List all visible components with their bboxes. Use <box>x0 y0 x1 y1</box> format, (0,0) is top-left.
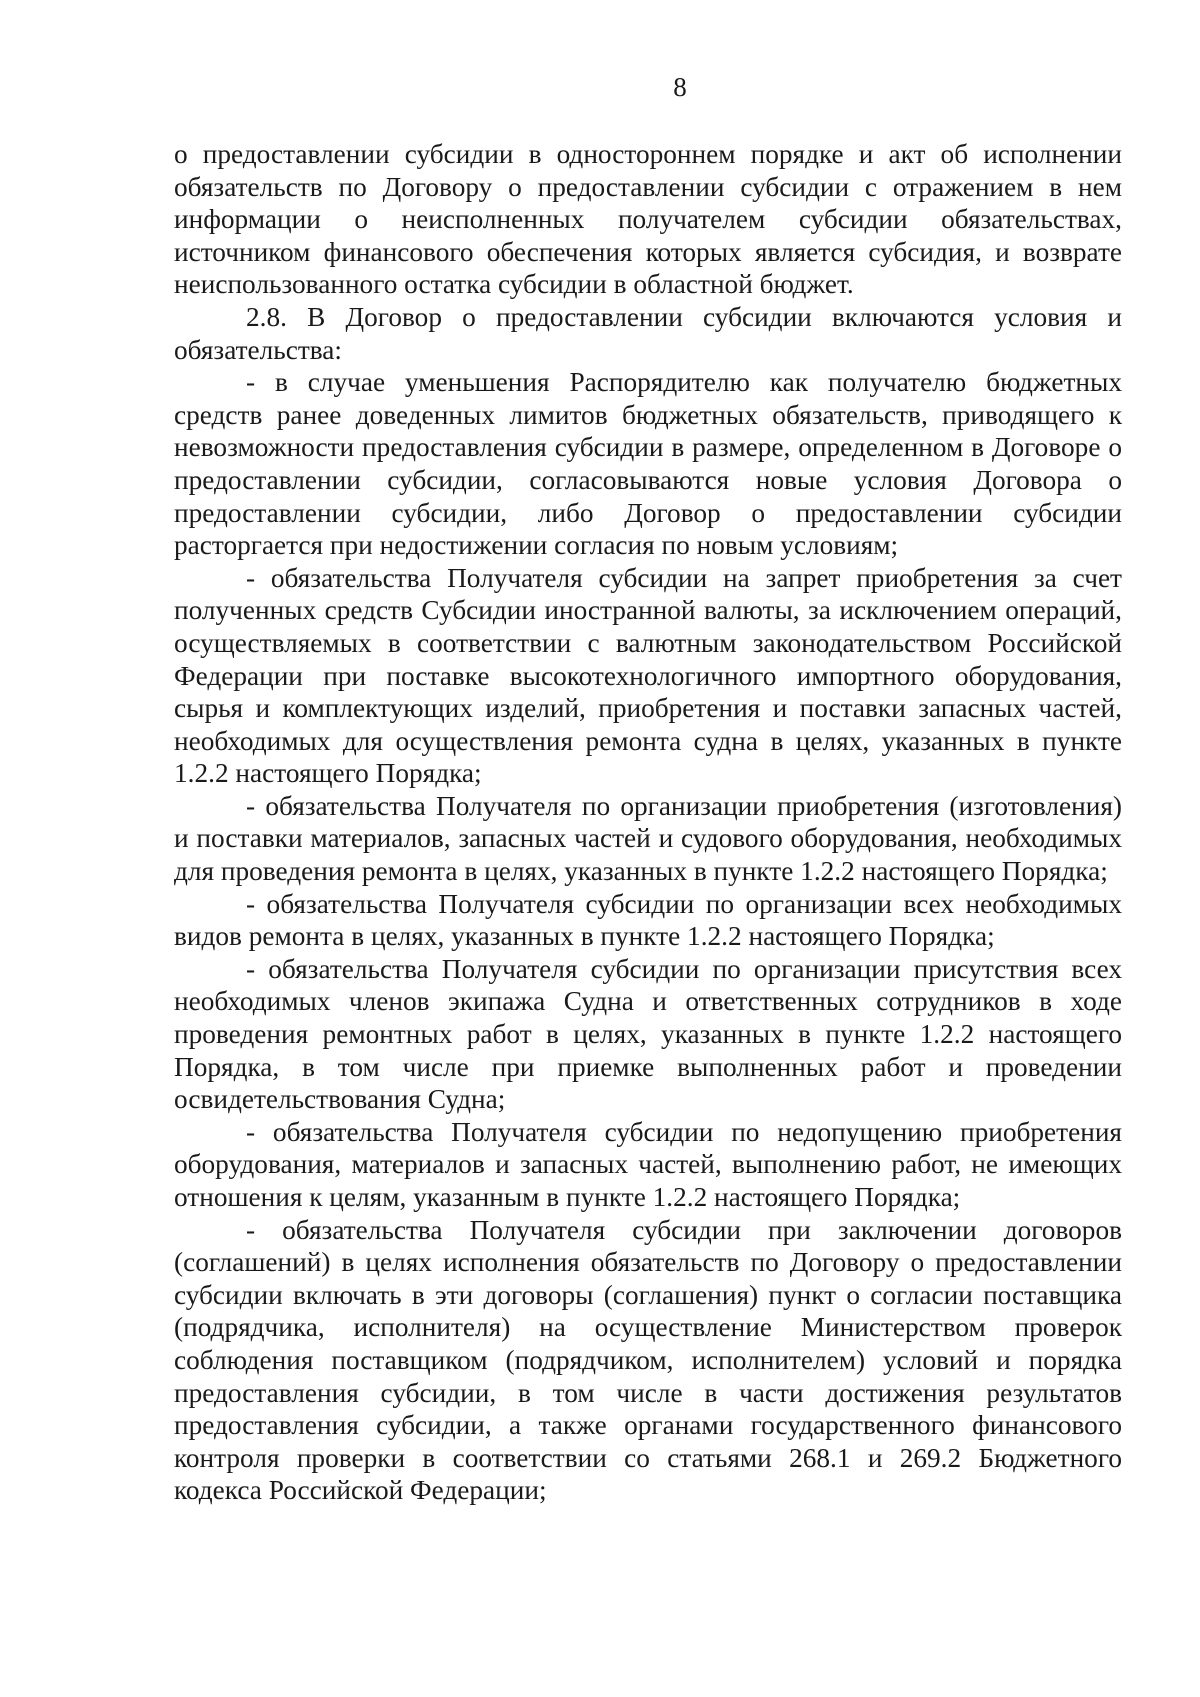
page-number: 8 <box>673 72 687 102</box>
paragraph: о предоставлении субсидии в одностороннем порядке и акт об исполнении обязательств по Договору о предоставлении субсидии с отражением в нем информации о неисполненных получателем субсидии обязательствах, источником финансового обеспечения которых является субсидия, и возврате неиспользованного остатка субсидии в областной бюджет. <box>174 139 1122 300</box>
document-body <box>174 138 1122 1507</box>
paragraph: - обязательства Получателя субсидии по недопущению приобретения оборудования, материалов и запасных частей, выполнению работ, не имеющих отношения к целям, указанным в пункте 1.2.2 настоящего Порядка; <box>174 1116 1122 1212</box>
paragraph: - обязательства Получателя субсидии по организации всех необходимых видов ремонта в целях, указанных в пункте 1.2.2 настоящего Порядка; <box>174 888 1122 952</box>
paragraph: 2.8. В Договор о предоставлении субсидии включаются условия и обязательства: <box>174 301 1122 365</box>
paragraph: - обязательства Получателя по организации приобретения (изготовления) и поставки материалов, запасных частей и судового оборудования, необходимых для проведения ремонта в целях, указанных в пункте 1.2.2 настоящего Порядка; <box>174 790 1122 887</box>
paragraph: - обязательства Получателя субсидии на запрет приобретения за счет полученных средств Субсидии иностранной валюты, за исключением операций, осуществляемых в соответствии с валютным законодательством Российской Федерации при поставке высокотехнологичного импортного оборудования, сырья и комплектующих изделий, приобретения и поставки запасных частей, необходимых для осуществления ремонта судна в целях, указанных в пункте 1.2.2 настоящего Порядка; <box>174 562 1122 789</box>
paragraph: - в случае уменьшения Распорядителю как получателю бюджетных средств ранее доведенных лимитов бюджетных обязательств, приводящего к невозможности предоставления субсидии в размере, определенном в Договоре о предоставлении субсидии, согласовываются новые условия Договора о предоставлении субсидии, либо Договор о предоставлении субсидии расторгается при недостижении согласия по новым условиям; <box>174 367 1122 561</box>
paragraph: - обязательства Получателя субсидии по организации присутствия всех необходимых членов экипажа Судна и ответственных сотрудников в ходе проведения ремонтных работ в целях, указанных в пункте 1.2.2 настоящего Порядка, в том числе при приемке выполненных работ и проведении освидетельствования Судна; <box>174 953 1122 1115</box>
paragraph: - обязательства Получателя субсидии при заключении договоров (соглашений) в целях исполнения обязательств по Договору о предоставлении субсидии включать в эти договоры (соглашения) пункт о согласии поставщика (подрядчика, исполнителя) на осуществление Министерством проверок соблюдения поставщиком (подрядчиком, исполнителем) условий и порядка предоставления субсидии, в том числе в части достижения результатов предоставления субсидии, а также органами государственного финансового контроля проверки в соответствии со статьями 268.1 и 269.2 Бюджетного кодекса Российской Федерации; <box>174 1214 1122 1506</box>
